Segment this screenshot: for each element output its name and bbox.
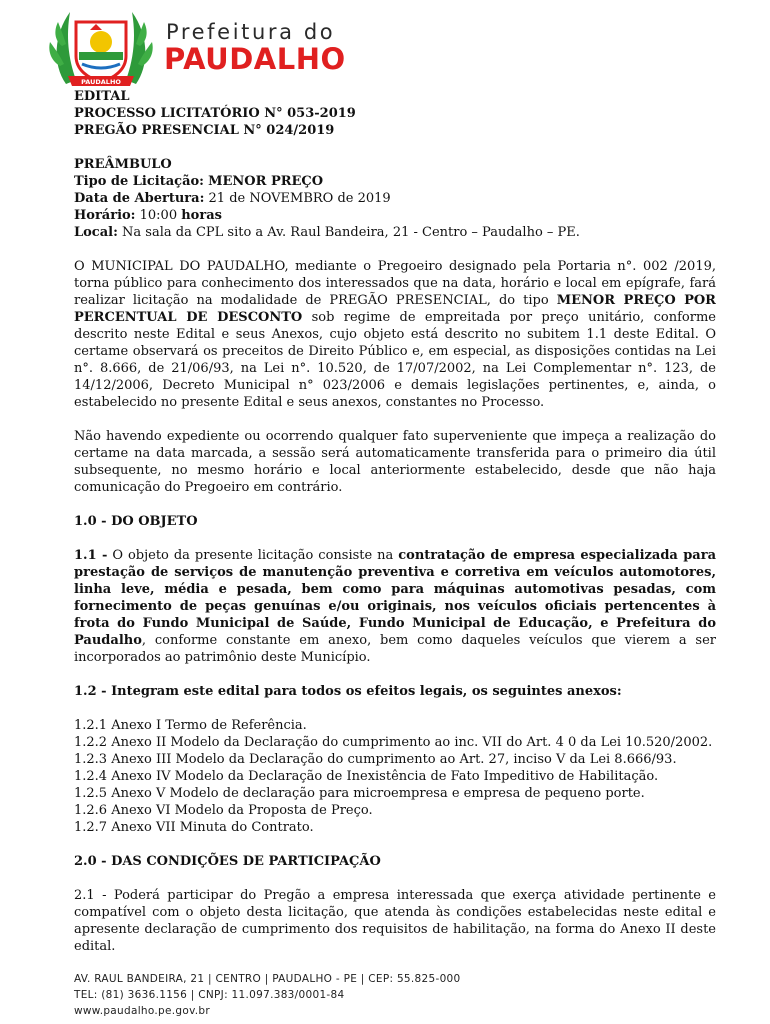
section-2-1-paragraph: 2.1 - Poderá participar do Pregão a empresa interessada que exerça atividade pertinente e compatível com o objeto desta licitação, que atenda às condições estabelecidas neste edital e apresente declaração de cumprimento dos requisitos de habilitação, na forma do Anexo II deste edital.: [74, 888, 716, 954]
document-body: [74, 88, 716, 955]
annex-item: 1.2.7 Anexo VII Minuta do Contrato.: [74, 820, 314, 835]
annex-item: 1.2.6 Anexo VI Modelo da Proposta de Preço.: [74, 803, 373, 818]
section-2-heading: 2.0 - DAS CONDIÇÕES DE PARTICIPAÇÃO: [74, 854, 381, 869]
footer-contact: TEL: (81) 3636.1156 | CNPJ: 11.097.383/0001-84: [74, 989, 345, 1001]
process-number: PROCESSO LICITATÓRIO N° 053-2019: [74, 106, 356, 121]
horario: Horário: 10:00 horas: [74, 208, 222, 223]
expediente-paragraph: Não havendo expediente ou ocorrendo qualquer fato superveniente que impeça a realização do certame na data marcada, a sessão será automaticamente transferida para o primeiro dia útil subsequente, no mesmo horário e local anteriormente estabelecido, desde que não haja comunicação do Pregoeiro em contrário.: [74, 429, 716, 495]
data-abertura: Data de Abertura: 21 de NOVEMBRO de 2019: [74, 191, 391, 206]
brand-title-top: Prefeitura do: [166, 20, 336, 44]
annex-item: 1.2.2 Anexo II Modelo da Declaração do cumprimento ao inc. VII do Art. 4 0 da Lei 10.520/2002.: [74, 735, 713, 750]
annex-item: 1.2.1 Anexo I Termo de Referência.: [74, 718, 307, 733]
brand-title-bottom: PAUDALHO: [164, 42, 346, 76]
annex-heading: 1.2 - Integram este edital para todos os efeitos legais, os seguintes anexos:: [74, 684, 622, 699]
section-1-heading: 1.0 - DO OBJETO: [74, 514, 198, 529]
annex-item: 1.2.5 Anexo V Modelo de declaração para microempresa e empresa de pequeno porte.: [74, 786, 645, 801]
doc-title: EDITAL: [74, 89, 130, 104]
pregao-number: PREGÃO PRESENCIAL N° 024/2019: [74, 123, 335, 138]
local: Local: Na sala da CPL sito a Av. Raul Bandeira, 21 - Centro – Paudalho – PE.: [74, 225, 580, 240]
preamble-heading: PREÂMBULO: [74, 157, 172, 172]
tipo-licitacao: Tipo de Licitação: MENOR PREÇO: [74, 174, 324, 189]
annex-item: 1.2.3 Anexo III Modelo da Declaração do cumprimento ao Art. 27, inciso V da Lei 8.666/93.: [74, 752, 677, 767]
footer-address: AV. RAUL BANDEIRA, 21 | CENTRO | PAUDALHO - PE | CEP: 55.825-000: [74, 973, 461, 985]
intro-paragraph: O MUNICIPAL DO PAUDALHO, mediante o Pregoeiro designado pela Portaria n°. 002 /2019, torna público para conhecimento dos interessados que na data, horário e local em epígrafe, fará realizar licitação na modalidade de PREGÃO PRESENCIAL, do tipo MENOR PREÇO POR PERCENTUAL DE DESCONTO sob regime de empreitada por preço unitário, conforme descrito neste Edital e seus Anexos, cujo objeto está descrito no subitem 1.1 deste Edital. O certame observará os preceitos de Direito Público e, em especial, as disposições contidas na Lei n°. 8.666, de 21/06/93, na Lei n°. 10.520, de 17/07/2002, na Lei Complementar n°. 123, de 14/12/2006, Decreto Municipal n° 023/2006 e demais legislações pertinentes, e, ainda, o estabelecido no presente Edital e seus anexos, constantes no Processo.: [74, 259, 716, 410]
footer-website-link[interactable]: www.paudalho.pe.gov.br: [74, 1005, 211, 1017]
letterhead: [40, 6, 740, 90]
page-footer: [74, 971, 716, 1019]
seal-banner-label: PAUDALHO: [81, 78, 121, 86]
annex-item: 1.2.4 Anexo IV Modelo da Declaração de Inexistência de Fato Impeditivo de Habilitação.: [74, 769, 659, 784]
section-1-1-paragraph: 1.1 - O objeto da presente licitação consiste na contratação de empresa especializada para prestação de serviços de manutenção preventiva e corretiva em veículos automotores, linha leve, média e pesada, bem como para máquinas automotivas pesadas, com fornecimento de peças genuínas e/ou originais, nos veículos oficiais pertencentes à frota do Fundo Municipal de Saúde, Fundo Municipal de Educação, e Prefeitura do Paudalho, conforme constante em anexo, bem como daqueles veículos que vierem a ser incorporados ao patrimônio deste Município.: [74, 548, 716, 665]
municipal-seal-icon: [46, 6, 156, 90]
